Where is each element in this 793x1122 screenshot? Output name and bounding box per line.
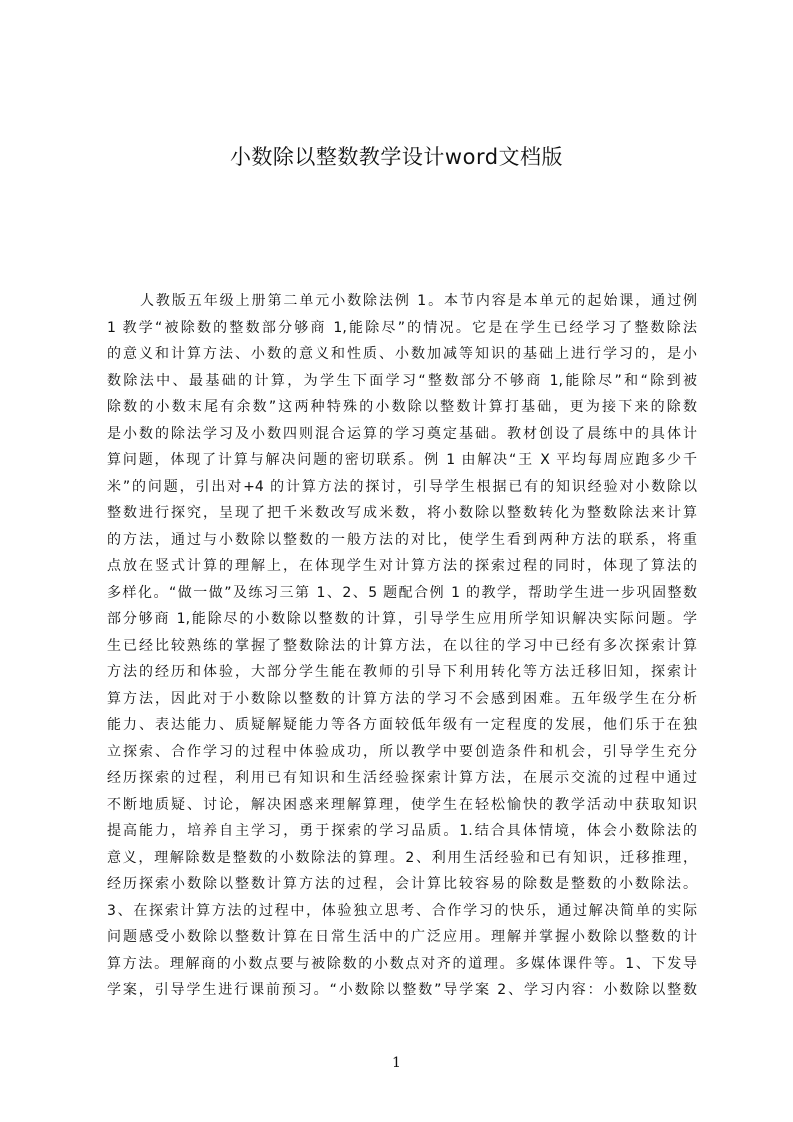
- body-line: 除数的小数末尾有余数”这两种特殊的小数除以整数计算打基础，更为接下来的除数: [107, 399, 697, 415]
- body-line: 经历探索的过程，利用已有知识和生活经验探索计算方法，在展示交流的过程中通过: [107, 770, 697, 786]
- document-title: 小数除以整数教学设计word文档版: [229, 145, 564, 169]
- body-line: 意义，理解除数是整数的小数除法的算理。2、利用生活经验和已有知识，迁移推理，: [107, 849, 697, 866]
- body-line: 不断地质疑、讨论，解决困惑来理解算理，使学生在轻松愉快的教学活动中获取知识: [107, 796, 697, 813]
- body-line: 算方法。理解商的小数点要与被除数的小数点对齐的道理。多媒体课件等。1、下发导: [107, 955, 697, 972]
- body-line: 米”的问题，引出对+4 的计算方法的探讨，引导学生根据已有的知识经验对小数除以: [107, 478, 697, 495]
- body-line: 学案，引导学生进行课前预习。“小数除以整数”导学案 2、学习内容：小数除以整数: [107, 982, 697, 998]
- body-line: 数除法中、最基础的计算，为学生下面学习“整数部分不够商 1,能除尽”和“除到被: [107, 372, 697, 389]
- body-line: 多样化。“做一做”及练习三第 1、2、5 题配合例 1 的教学，帮助学生进一步巩固整数: [107, 584, 697, 601]
- body-line: 生已经比较熟练的掌握了整数除法的计算方法，在以往的学习中已经有多次探索计算: [107, 637, 697, 654]
- body-line: 的意义和计算方法、小数的意义和性质、小数加减等知识的基础上进行学习的，是小: [107, 346, 697, 362]
- body-line: 经历探索小数除以整数计算方法的过程，会计算比较容易的除数是整数的小数除法。: [107, 876, 697, 892]
- body-line: 能力、表达能力、质疑解疑能力等各方面较低年级有一定程度的发展，他们乐于在独: [107, 717, 697, 733]
- body-line: 提高能力，培养自主学习，勇于探索的学习品质。1.结合具体情境，体会小数除法的: [107, 823, 697, 839]
- body-line: 3、在探索计算方法的过程中，体验独立思考、合作学习的快乐，通过解决简单的实际: [107, 902, 697, 919]
- body-line: 部分够商 1,能除尽的小数除以整数的计算，引导学生应用所学知识解决实际问题。学: [107, 611, 697, 627]
- body-line: 整数进行探究，呈现了把千米数改写成米数，将小数除以整数转化为整数除法来计算: [107, 505, 697, 521]
- document-body: [107, 288, 697, 1004]
- body-line: 是小数的除法学习及小数四则混合运算的学习奠定基础。教材创设了晨练中的具体计: [107, 425, 697, 442]
- body-line: 人教版五年级上册第二单元小数除法例 1。本节内容是本单元的起始课，通过例: [140, 293, 697, 309]
- body-line: 算方法，因此对于小数除以整数的计算方法的学习不会感到困难。五年级学生在分析: [107, 690, 697, 707]
- body-line: 点放在竖式计算的理解上，在体现学生对计算方法的探索过程的同时，体现了算法的: [107, 558, 697, 574]
- body-line: 方法的经历和体验，大部分学生能在教师的引导下利用转化等方法迁移旧知，探索计: [107, 664, 697, 680]
- body-line: 问题感受小数除以整数计算在日常生活中的广泛应用。理解并掌握小数除以整数的计: [107, 929, 697, 945]
- body-line: 的方法，通过与小数除以整数的一般方法的对比，使学生看到两种方法的联系，将重: [107, 531, 697, 548]
- body-line: 立探索、合作学习的过程中体验成功，所以教学中要创造条件和机会，引导学生充分: [107, 743, 697, 760]
- page-number: 1: [392, 1055, 401, 1071]
- body-line: 1 教学“被除数的整数部分够商 1,能除尽”的情况。它是在学生已经学习了整数除法: [107, 319, 697, 336]
- body-line: 算问题，体现了计算与解决问题的密切联系。例 1 由解决“王 X 平均每周应跑多少千: [107, 452, 697, 468]
